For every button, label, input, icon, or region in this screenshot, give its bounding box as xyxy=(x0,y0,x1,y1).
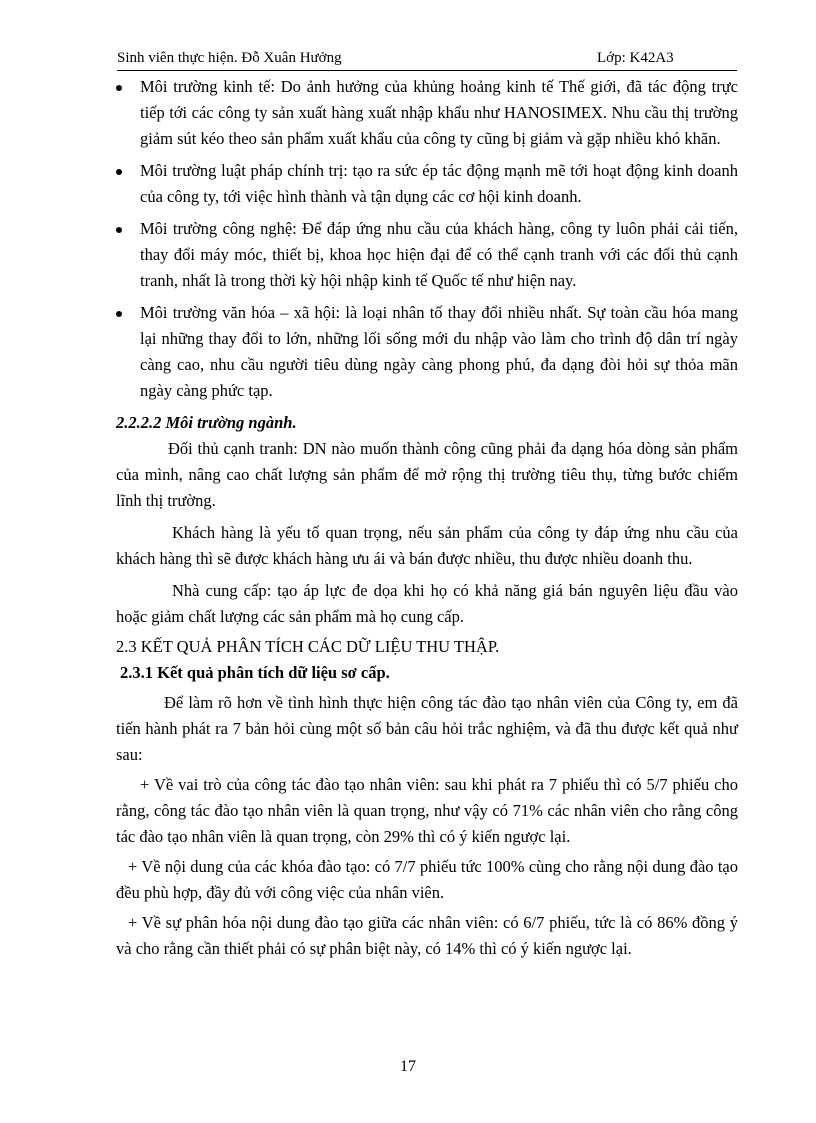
page-body xyxy=(116,74,738,962)
bullet-legal-political xyxy=(116,158,738,210)
bullet-text: Môi trường công nghệ: Để đáp ứng nhu cầu của khách hàng, công ty luôn phải cải tiến, thay đổi máy móc, thiết bị, khoa học hiện đại để có thể cạnh tranh với các đối thủ cạnh tranh, nhất là trong thời kỳ hội nhập kinh tế Quốc tế như hiện nay. xyxy=(140,219,738,290)
bullet-economic xyxy=(116,74,738,152)
bullet-technology xyxy=(116,216,738,294)
bullet-culture-society xyxy=(116,300,738,404)
student-name: Sinh viên thực hiện. Đỗ Xuân Hưởng xyxy=(117,50,342,66)
paragraph-customers: Khách hàng là yếu tố quan trọng, nếu sản phẩm của công ty đáp ứng nhu cầu của khách hàng thì sẽ được khách hàng ưu ái và bán được nhiều, thu được nhiều doanh thu. xyxy=(116,523,738,568)
bullet-text: Môi trường luật pháp chính trị: tạo ra sức ép tác động mạnh mẽ tới hoạt động kinh doanh của công ty, tới việc hình thành và tận dụng các cơ hội kinh doanh. xyxy=(140,161,738,206)
paragraph-survey-intro: Để làm rõ hơn về tình hình thực hiện công tác đào tạo nhân viên của Công ty, em đã tiến hành phát ra 7 bản hỏi cùng một số bản câu hỏi trắc nghiệm, và đã thu được kết quả như sau: xyxy=(116,693,738,764)
bullet-dot-icon xyxy=(116,227,122,233)
result-item-content: + Về nội dung của các khóa đào tạo: có 7/7 phiếu tức 100% cùng cho rằng nội dung đào tạo đều phù hợp, đầy đủ với công việc của nhân viên. xyxy=(116,857,738,902)
result-item-role: + Về vai trò của công tác đào tạo nhân viên: sau khi phát ra 7 phiếu thì có 5/7 phiếu cho rằng, công tác đào tạo nhân viên là quan trọng, như vậy có 71% các nhân viên cho rằng công tác đào tạo nhân viên là quan trọng, còn 29% thì có ý kiến ngược lại. xyxy=(116,775,738,846)
bullet-dot-icon xyxy=(116,311,122,317)
page-header xyxy=(117,48,737,71)
page-number: 17 xyxy=(400,1058,416,1075)
bullet-text: Môi trường kinh tế: Do ảnh hưởng của khủng hoảng kinh tế Thế giới, đã tác động trực tiếp tới các công ty sản xuất hàng xuất nhập khẩu như HANOSIMEX. Nhu cầu thị trường giảm sút kéo theo sản phẩm xuất khẩu của công ty cũng bị giảm và gặp nhiều khó khăn. xyxy=(140,77,738,148)
bullet-text: Môi trường văn hóa – xã hội: là loại nhân tố thay đổi nhiều nhất. Sự toàn cầu hóa mang lại những thay đổi to lớn, những lối sống mới du nhập vào làm cho trình độ dân trí ngày càng cao, nhu cầu người tiêu dùng ngày càng phong phú, đa dạng đòi hỏi sự thỏa mãn ngày càng phức tạp. xyxy=(140,303,738,400)
section-heading-industry: 2.2.2.2 Môi trường ngành. xyxy=(116,413,297,432)
section-heading-results: 2.3 KẾT QUẢ PHÂN TÍCH CÁC DỮ LIỆU THU THẬP. xyxy=(116,637,500,656)
paragraph-suppliers: Nhà cung cấp: tạo áp lực đe dọa khi họ có khả năng giá bán nguyên liệu đầu vào hoặc giảm chất lượng các sản phẩm mà họ cung cấp. xyxy=(116,581,738,626)
subsection-heading-primary-data: 2.3.1 Kết quả phân tích dữ liệu sơ cấp. xyxy=(120,663,390,682)
class-code: Lớp: K42A3 xyxy=(597,50,674,66)
result-item-differentiation: + Về sự phân hóa nội dung đào tạo giữa các nhân viên: có 6/7 phiếu, tức là có 86% đồng ý và cho rằng cần thiết phải có sự phân biệt này, có 14% thì có ý kiến ngược lại. xyxy=(116,913,738,958)
bullet-dot-icon xyxy=(116,169,122,175)
bullet-dot-icon xyxy=(116,85,122,91)
paragraph-competitors: Đối thủ cạnh tranh: DN nào muốn thành công cũng phải đa dạng hóa dòng sản phẩm của mình, nâng cao chất lượng sản phẩm để mở rộng thị trường tiêu thụ, từng bước chiếm lĩnh thị trường. xyxy=(116,439,738,510)
